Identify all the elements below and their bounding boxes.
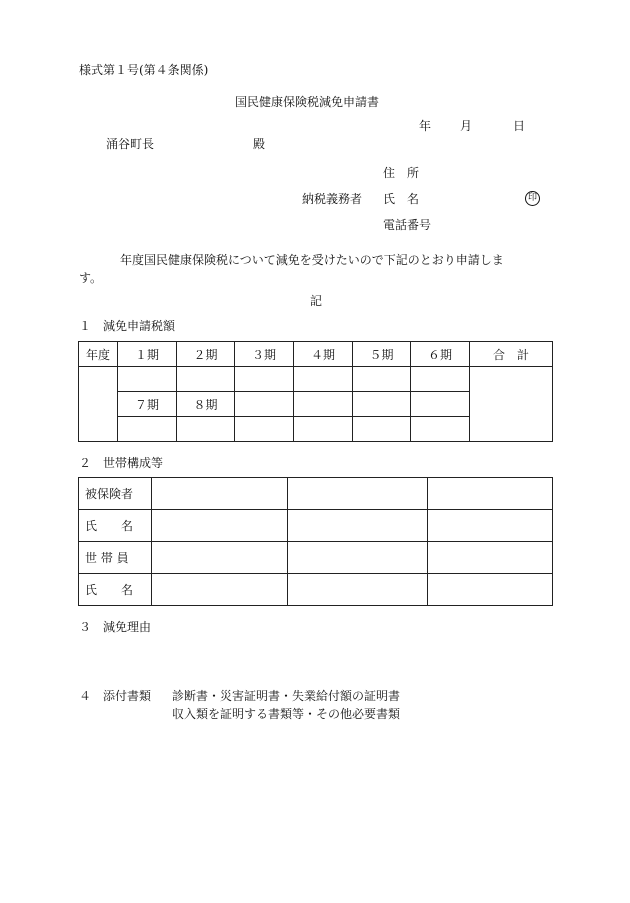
amount-cell[interactable] bbox=[235, 417, 294, 442]
household-table bbox=[78, 477, 553, 606]
amount-cell[interactable] bbox=[353, 367, 411, 392]
year-input-cell[interactable] bbox=[79, 367, 118, 442]
row-label-member-name: 氏 名 bbox=[79, 574, 152, 606]
header-cell-period-3: ３期 bbox=[235, 342, 294, 367]
honorific: 殿 bbox=[253, 137, 266, 151]
table-row bbox=[79, 478, 553, 510]
entry-cell[interactable] bbox=[288, 574, 428, 606]
amount-cell[interactable] bbox=[294, 367, 353, 392]
amount-cell[interactable] bbox=[235, 392, 294, 417]
row-label-insured: 被保険者 bbox=[79, 478, 152, 510]
table-header-row bbox=[79, 342, 553, 367]
amount-cell[interactable] bbox=[411, 417, 470, 442]
seal-mark: 印 bbox=[525, 191, 540, 206]
amount-cell[interactable] bbox=[353, 392, 411, 417]
date-day-label: 日 bbox=[513, 119, 526, 133]
amount-cell[interactable] bbox=[294, 392, 353, 417]
tax-amount-table bbox=[78, 341, 553, 442]
table-row bbox=[79, 510, 553, 542]
entry-cell[interactable] bbox=[288, 478, 428, 510]
entry-cell[interactable] bbox=[428, 478, 553, 510]
amount-cell[interactable] bbox=[411, 367, 470, 392]
statement-line-1: 年度国民健康保険税について減免を受けたいので下記のとおり申請しま bbox=[120, 253, 504, 267]
entry-cell[interactable] bbox=[428, 574, 553, 606]
header-cell-period-4: ４期 bbox=[294, 342, 353, 367]
form-number: 様式第１号(第４条関係) bbox=[79, 63, 209, 77]
address-label: 住 所 bbox=[383, 166, 420, 180]
entry-cell[interactable] bbox=[428, 510, 553, 542]
phone-label: 電話番号 bbox=[383, 218, 432, 232]
amount-cell[interactable] bbox=[177, 367, 235, 392]
table-row bbox=[79, 574, 553, 606]
section3-heading: ３ 減免理由 bbox=[79, 620, 152, 634]
entry-cell[interactable] bbox=[288, 542, 428, 574]
header-cell-year: 年度 bbox=[79, 342, 118, 367]
amount-cell[interactable] bbox=[235, 367, 294, 392]
date-year-label: 年 bbox=[419, 119, 432, 133]
ki-marker: 記 bbox=[310, 294, 323, 308]
entry-cell[interactable] bbox=[152, 478, 288, 510]
section1-heading: １ 減免申請税額 bbox=[79, 319, 176, 333]
header-cell-period-6: ６期 bbox=[411, 342, 470, 367]
addressee: 涌谷町長 bbox=[106, 137, 155, 151]
entry-cell[interactable] bbox=[288, 510, 428, 542]
document-title: 国民健康保険税減免申請書 bbox=[235, 95, 380, 109]
header-cell-total: 合 計 bbox=[470, 342, 553, 367]
entry-cell[interactable] bbox=[428, 542, 553, 574]
entry-cell[interactable] bbox=[152, 574, 288, 606]
attachments-line-2: 収入類を証明する書類等・その他必要書類 bbox=[172, 707, 401, 721]
entry-cell[interactable] bbox=[152, 510, 288, 542]
header-cell-period-7: ７期 bbox=[118, 392, 177, 417]
name-label: 氏 名 bbox=[383, 192, 420, 206]
entry-cell[interactable] bbox=[152, 542, 288, 574]
amount-cell[interactable] bbox=[177, 417, 235, 442]
amount-cell[interactable] bbox=[353, 417, 411, 442]
amount-cell[interactable] bbox=[411, 392, 470, 417]
header-cell-period-8: ８期 bbox=[177, 392, 235, 417]
header-cell-period-1: １期 bbox=[118, 342, 177, 367]
row-label-insured-name: 氏 名 bbox=[79, 510, 152, 542]
statement-line-2: す。 bbox=[79, 271, 103, 285]
header-cell-period-5: ５期 bbox=[353, 342, 411, 367]
header-cell-period-2: ２期 bbox=[177, 342, 235, 367]
section2-heading: ２ 世帯構成等 bbox=[79, 456, 164, 470]
amount-cell[interactable] bbox=[294, 417, 353, 442]
date-month-label: 月 bbox=[460, 119, 473, 133]
row-label-household-member: 世 帯 員 bbox=[79, 542, 152, 574]
total-input-cell[interactable] bbox=[470, 367, 553, 442]
section4-heading: ４ 添付書類 bbox=[79, 689, 152, 703]
amount-cell[interactable] bbox=[118, 367, 177, 392]
attachments-line-1: 診断書・災害証明書・失業給付額の証明書 bbox=[172, 689, 401, 703]
taxpayer-label: 納税義務者 bbox=[302, 192, 363, 206]
table-row bbox=[79, 542, 553, 574]
amount-cell[interactable] bbox=[118, 417, 177, 442]
table-row bbox=[79, 367, 553, 392]
